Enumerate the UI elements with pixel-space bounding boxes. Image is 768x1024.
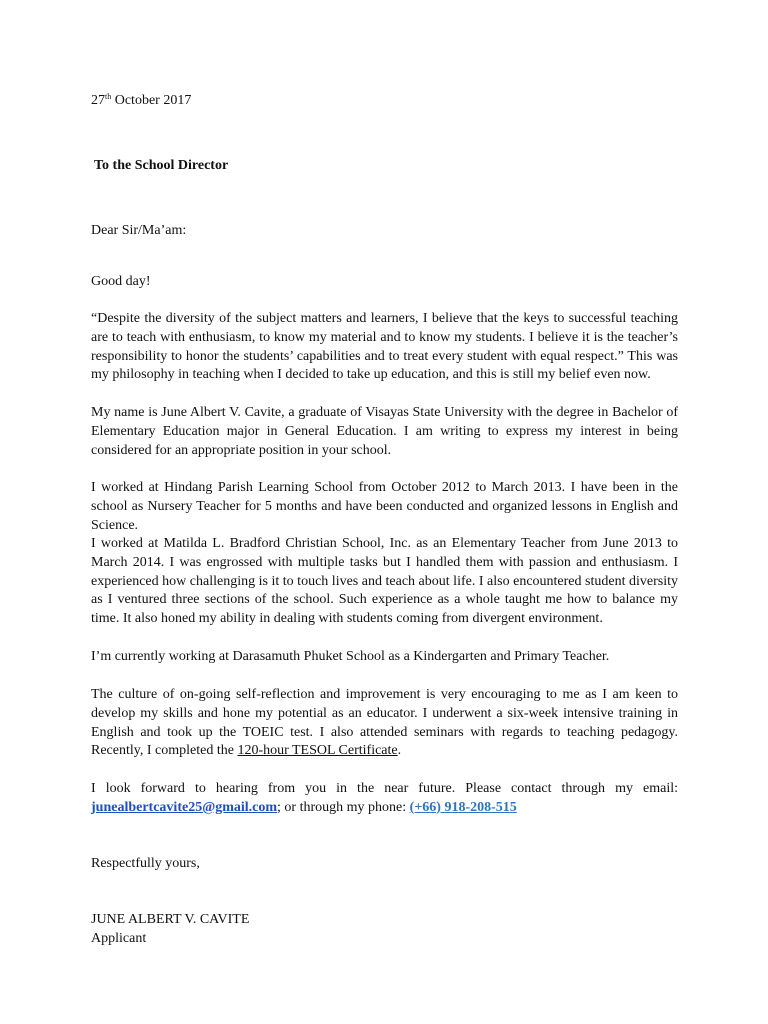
greeting: Good day! <box>91 274 151 289</box>
contact-paragraph <box>91 780 678 818</box>
growth-paragraph <box>91 686 678 761</box>
growth-text: The culture of on-going self-reflection and improvement is very encouraging to me as I am keen to develop my skills and hone my potential as an educator. I underwent a six-week intensive training in English and took up the TOEIC test. I also attended seminars with regards to teaching pedagogy. Recently, I completed the <box>91 687 678 759</box>
introduction-paragraph: My name is June Albert V. Cavite, a graduate of Visayas State University with the degree in Bachelor of Elementary Education major in General Education. I am writing to express my interest in being considered for an appropriate position in your school. <box>91 405 678 458</box>
experience-paragraph-2: I worked at Matilda L. Bradford Christian School, Inc. as an Elementary Teacher from June 2013 to March 2014. I was engrossed with multiple tasks but I handled them with passion and enthusiasm. I experienced how challenging is it to touch lives and teach about life. I also encountered student diversity as I ventured three sections of the school. Such experience as a whole taught me how to balance my time. It also honed my ability in dealing with students coming from divergent environment. <box>91 536 678 627</box>
salutation: Dear Sir/Ma’am: <box>91 223 187 238</box>
contact-text: I look forward to hearing from you in the near future. Please contact through my email: <box>91 781 678 796</box>
date-day: 27 <box>91 93 105 108</box>
tesol-certificate-text: 120-hour TESOL Certificate <box>237 743 398 759</box>
experience-paragraph-1: I worked at Hindang Parish Learning School from October 2012 to March 2013. I have been in the school as Nursery Teacher for 5 months and have been conducted and organized lessons in English and Science. <box>91 480 678 533</box>
email-link[interactable]: junealbertcavite25@gmail.com <box>91 799 278 815</box>
date-month-year: October 2017 <box>111 93 192 108</box>
signature-name: JUNE ALBERT V. CAVITE <box>91 912 250 927</box>
recipient-line: To the School Director <box>94 158 229 173</box>
philosophy-paragraph: “Despite the diversity of the subject matters and learners, I believe that the keys to successful teaching are to teach with enthusiasm, to know my material and to know my students. I believe it is the teacher’s responsibility to honor the students’ capabilities and to treat every student with equal respect.” This was my philosophy in teaching when I decided to take up education, and this is still my belief even now. <box>91 311 678 383</box>
letter-date <box>91 92 678 111</box>
current-position-paragraph: I’m currently working at Darasamuth Phuket School as a Kindergarten and Primary Teacher. <box>91 649 610 664</box>
phone-link[interactable]: (+66) 918-208-515 <box>409 799 517 815</box>
closing: Respectfully yours, <box>91 856 200 871</box>
growth-end: . <box>397 743 402 759</box>
date-suffix: th <box>105 92 112 101</box>
signature-title: Applicant <box>91 931 147 946</box>
contact-middle: ; or through my phone: <box>277 799 410 815</box>
